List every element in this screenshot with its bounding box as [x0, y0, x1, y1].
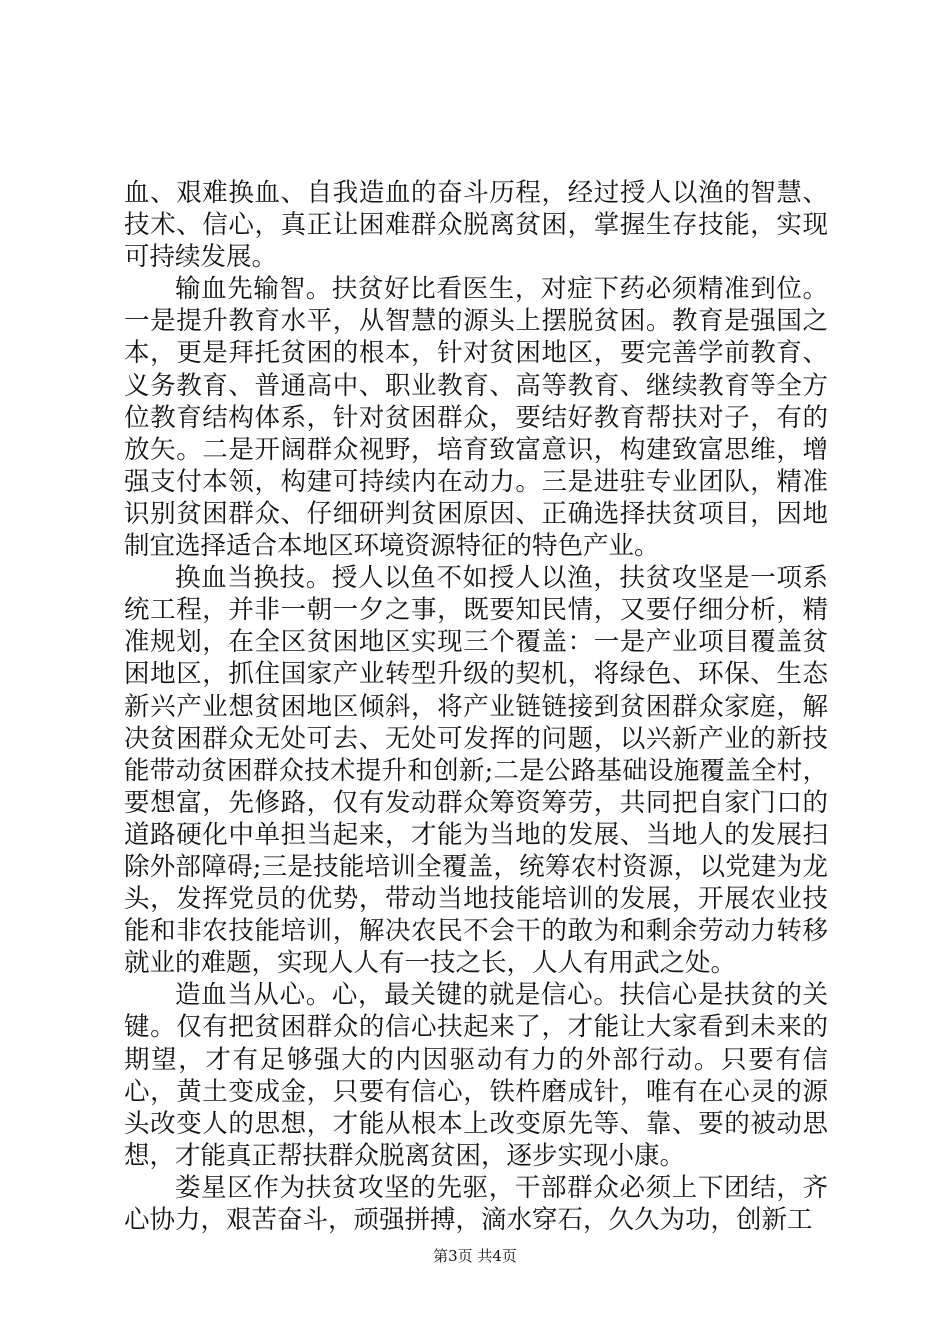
paragraph-confidence: 造血当从心。心，最关键的就是信心。扶信心是扶贫的关键。仅有把贫困群众的信心扶起来了，才能让大家看到未来的期望，才有足够强大的内因驱动有力的外部行动。只要有信心，黄土变成金，只要有信心，铁杵磨成针，唯有在心灵的源头改变人的思想，才能从根本上改变原先等、靠、要的被动思想，才能真正帮扶群众脱离贫困，逐步实现小康。	[124, 980, 828, 1171]
document-body	[124, 177, 828, 1236]
paragraph-transfusion-intellect: 输血先输智。扶贫好比看医生，对症下药必须精准到位。一是提升教育水平，从智慧的源头上摆脱贫困。教育是强国之本，更是拜托贫困的根本，针对贫困地区，要完善学前教育、义务教育、普通高中、职业教育、高等教育、继续教育等全方位教育结构体系，针对贫困群众，要结好教育帮扶对子，有的放矢。二是开阔群众视野，培育致富意识，构建致富思维，增强支付本领，构建可持续内在动力。三是进驻专业团队，精准识别贫困群众、仔细研判贫困原因、正确选择扶贫项目，因地制宜选择适合本地区环境资源特征的特色产业。	[124, 274, 828, 562]
page-footer	[0, 1245, 950, 1266]
paragraph-continuation: 血、艰难换血、自我造血的奋斗历程，经过授人以渔的智慧、技术、信心，真正让困难群众脱离贫困，掌握生存技能，实现可持续发展。	[124, 178, 828, 273]
paragraph-louxing-district: 娄星区作为扶贫攻坚的先驱，干部群众必须上下团结，齐心协力，艰苦奋斗，顽强拼搏，滴水穿石，久久为功，创新工	[124, 1172, 828, 1235]
page-number: 第3页	[433, 1247, 473, 1265]
paragraph-skills: 换血当换技。授人以鱼不如授人以渔，扶贫攻坚是一项系统工程，并非一朝一夕之事，既要知民情，又要仔细分析，精准规划，在全区贫困地区实现三个覆盖：一是产业项目覆盖贫困地区，抓住国家产业转型升级的契机，将绿色、环保、生态新兴产业想贫困地区倾斜，将产业链链接到贫困群众家庭，解决贫困群众无处可去、无处可发挥的问题，以兴新产业的新技能带动贫困群众技术提升和创新;二是公路基础设施覆盖全村，要想富，先修路，仅有发动群众筹资筹劳，共同把自家门口的道路硬化中单担当起来，才能为当地的发展、当地人的发展扫除外部障碍;三是技能培训全覆盖，统筹农村资源，以党建为龙头，发挥党员的优势，带动当地技能培训的发展，开展农业技能和非农技能培训，解决农民不会干的敢为和剩余劳动力转移就业的难题，实现人人有一技之长，人人有用武之处。	[124, 563, 828, 979]
page-total: 共4页	[477, 1247, 517, 1265]
